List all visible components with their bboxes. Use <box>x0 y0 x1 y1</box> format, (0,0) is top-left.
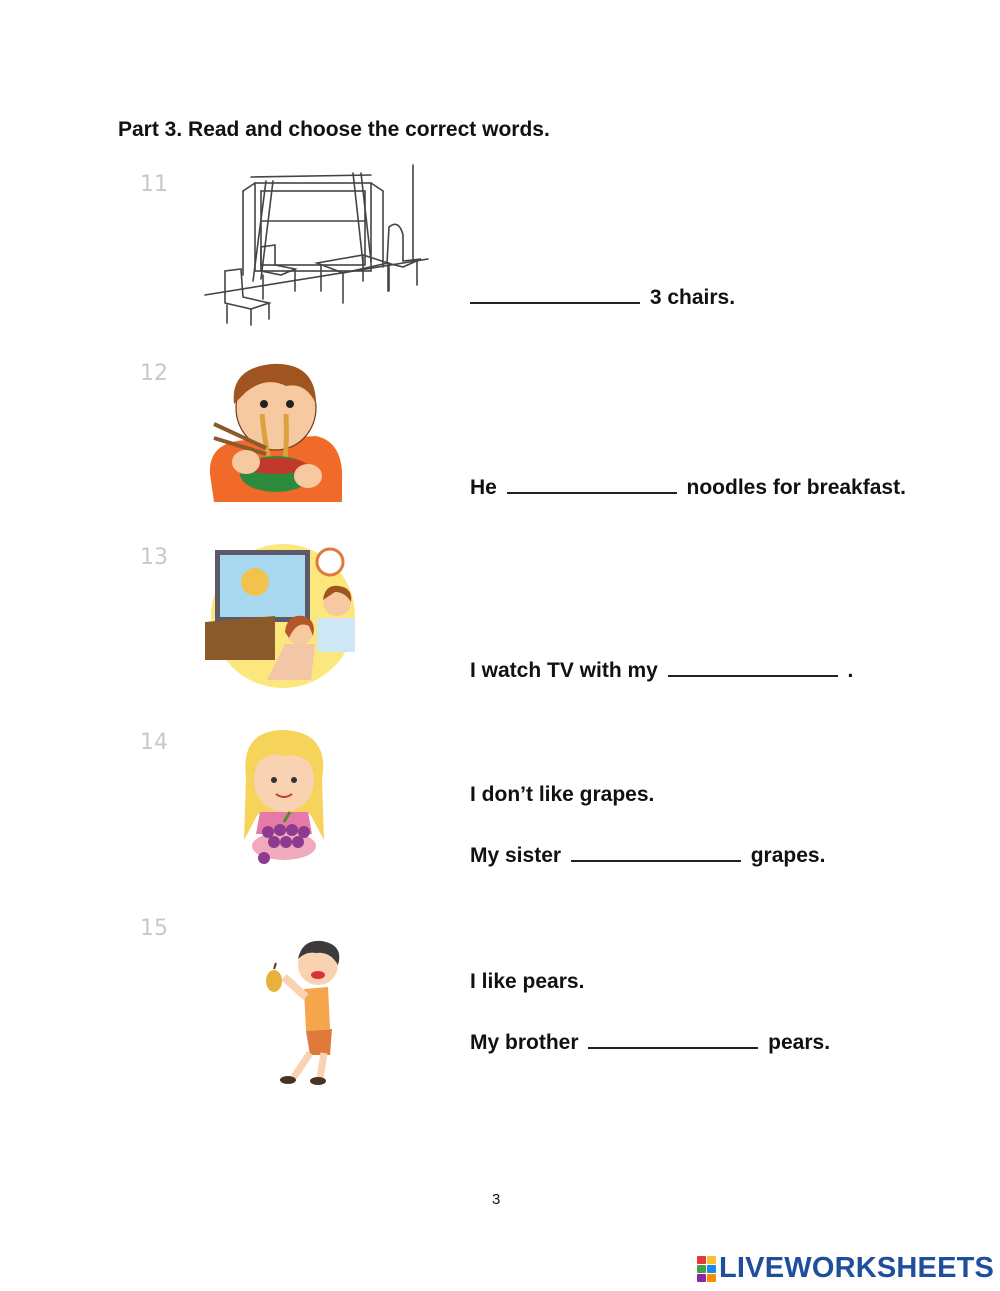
answer-blank[interactable] <box>668 657 838 677</box>
liveworksheets-logo[interactable] <box>697 1252 994 1285</box>
exercise-title: Part 3. Read and choose the correct words. <box>118 118 550 141</box>
question-number: 15 <box>140 916 168 941</box>
logo-text: LIVEWORKSHEETS <box>719 1252 995 1284</box>
sentence-line: My brother pears. <box>470 1031 831 1054</box>
logo-mark-icon <box>697 1256 716 1282</box>
page-number: 3 <box>492 1191 501 1208</box>
girl-with-grapes-illustration <box>234 728 334 873</box>
sentence-line: I watch TV with my . <box>470 659 854 682</box>
question-number: 12 <box>140 361 168 386</box>
boy-with-pear-illustration <box>258 937 358 1092</box>
answer-blank[interactable] <box>588 1029 758 1049</box>
question-number: 14 <box>140 730 168 755</box>
boy-eating-noodles-illustration <box>206 362 346 512</box>
question-number: 11 <box>140 172 168 197</box>
sentence-line: I like pears. <box>470 970 585 993</box>
room-with-chairs-illustration <box>203 163 433 333</box>
sentence-line: 3 chairs. <box>470 284 735 310</box>
sentence-line: He noodles for breakfast. <box>470 476 906 499</box>
answer-blank[interactable] <box>571 842 741 862</box>
answer-blank[interactable] <box>470 284 640 304</box>
sentence-line: I don’t like grapes. <box>470 783 655 806</box>
question-number: 13 <box>140 545 168 570</box>
sentence-line: My sister grapes. <box>470 844 826 867</box>
answer-blank[interactable] <box>507 474 677 494</box>
children-watching-tv-illustration <box>205 540 360 695</box>
